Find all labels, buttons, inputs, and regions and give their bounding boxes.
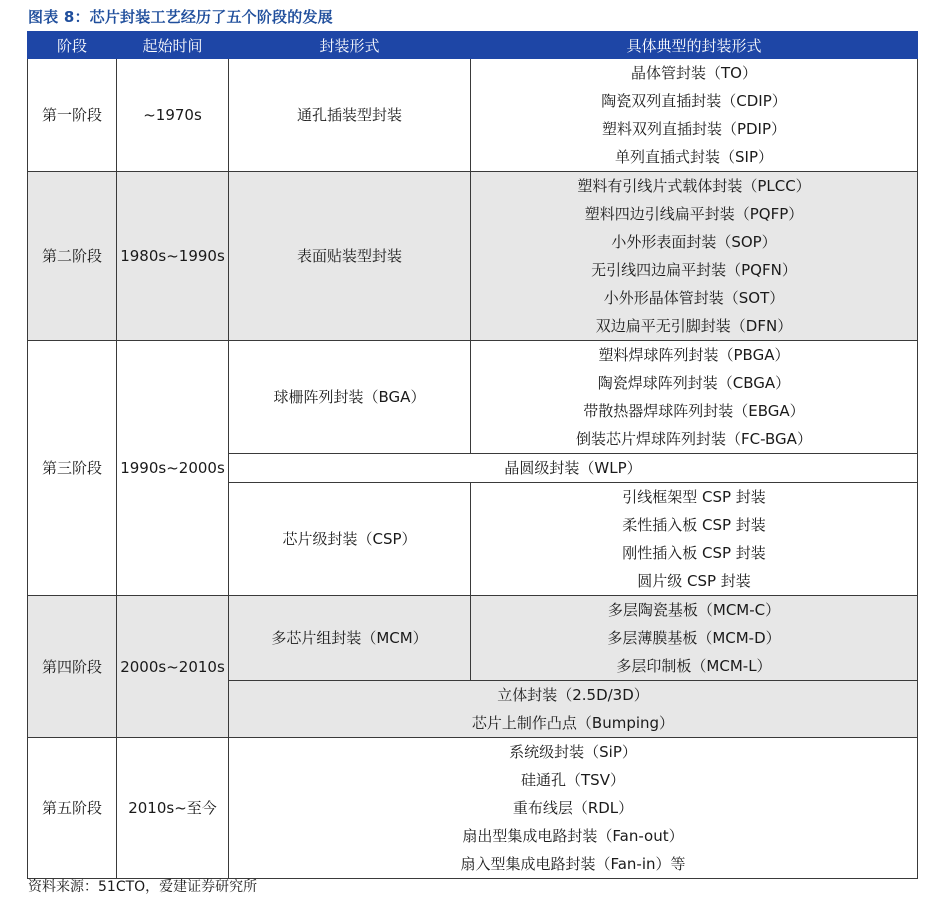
package-type: 柔性插入板 CSP 封装 (622, 516, 766, 534)
package-type: 引线框架型 CSP 封装 (622, 488, 766, 506)
package-types (471, 596, 918, 681)
package-type: 小外形表面封装（SOP） (611, 233, 777, 251)
package-form-merged (229, 738, 918, 879)
package-type: 圆片级 CSP 封装 (637, 572, 751, 590)
stage-time: 2010s~至今 (117, 738, 229, 879)
package-type: 晶体管封装（TO） (631, 64, 757, 82)
package-type: 双边扁平无引脚封装（DFN） (595, 317, 793, 335)
package-type: 硅通孔（TSV） (521, 771, 625, 789)
package-type: 扇出型集成电路封装（Fan-out） (462, 827, 684, 845)
figure-title: 图表 8：芯片封装工艺经历了五个阶段的发展 (28, 8, 333, 26)
stage-name: 第五阶段 (28, 738, 117, 879)
package-type: 塑料四边引线扁平封装（PQFP） (584, 205, 804, 223)
packaging-stages-table (27, 31, 918, 879)
package-form-merged (229, 681, 918, 738)
package-type: 系统级封装（SiP） (509, 743, 637, 761)
package-types (471, 172, 918, 341)
stage-name: 第二阶段 (28, 172, 117, 341)
package-type: 带散热器焊球阵列封装（EBGA） (583, 402, 805, 420)
table-header-row (28, 32, 918, 59)
package-type: 塑料焊球阵列封装（PBGA） (598, 346, 790, 364)
package-type: 无引线四边扁平封装（PQFN） (591, 261, 797, 279)
stage-time: ~1970s (117, 59, 229, 172)
package-form: 球栅阵列封装（BGA） (229, 341, 471, 454)
package-type: 单列直插式封装（SIP） (615, 148, 773, 166)
package-form: 通孔插装型封装 (229, 59, 471, 172)
stage-name: 第四阶段 (28, 596, 117, 738)
package-type: 立体封装（2.5D/3D） (497, 686, 649, 704)
stage-time: 1990s~2000s (117, 341, 229, 596)
table-row (28, 341, 918, 454)
stage-time: 2000s~2010s (117, 596, 229, 738)
table-row (28, 596, 918, 681)
package-types (471, 341, 918, 454)
package-type: 倒装芯片焊球阵列封装（FC-BGA） (576, 430, 812, 448)
table-row (28, 738, 918, 879)
package-type: 陶瓷焊球阵列封装（CBGA） (597, 374, 791, 392)
package-type: 小外形晶体管封装（SOT） (603, 289, 785, 307)
stage-time: 1980s~1990s (117, 172, 229, 341)
package-type: 刚性插入板 CSP 封装 (622, 544, 766, 562)
header-typical-types: 具体典型的封装形式 (471, 32, 918, 59)
source-note: 资料来源：51CTO，爱建证券研究所 (28, 879, 258, 895)
package-form: 多芯片组封装（MCM） (229, 596, 471, 681)
package-form: 芯片级封装（CSP） (229, 483, 471, 596)
package-type: 多层印制板（MCM-L） (616, 657, 772, 675)
package-type: 重布线层（RDL） (512, 799, 634, 817)
package-form-merged: 晶圆级封装（WLP） (229, 454, 918, 483)
package-type: 塑料有引线片式载体封装（PLCC） (577, 177, 811, 195)
package-types (471, 483, 918, 596)
header-start-time: 起始时间 (117, 32, 229, 59)
header-package-form: 封装形式 (229, 32, 471, 59)
package-type: 塑料双列直插封装（PDIP） (601, 120, 787, 138)
stage-name: 第一阶段 (28, 59, 117, 172)
package-type: 多层陶瓷基板（MCM-C） (607, 601, 781, 619)
package-type: 芯片上制作凸点（Bumping） (471, 714, 675, 732)
stage-name: 第三阶段 (28, 341, 117, 596)
package-form: 表面贴装型封装 (229, 172, 471, 341)
package-types (471, 59, 918, 172)
package-type: 扇入型集成电路封装（Fan-in）等 (460, 855, 686, 873)
package-type: 陶瓷双列直插封装（CDIP） (601, 92, 787, 110)
table-row (28, 59, 918, 172)
package-type: 多层薄膜基板（MCM-D） (607, 629, 781, 647)
header-stage: 阶段 (28, 32, 117, 59)
table-row (28, 172, 918, 341)
